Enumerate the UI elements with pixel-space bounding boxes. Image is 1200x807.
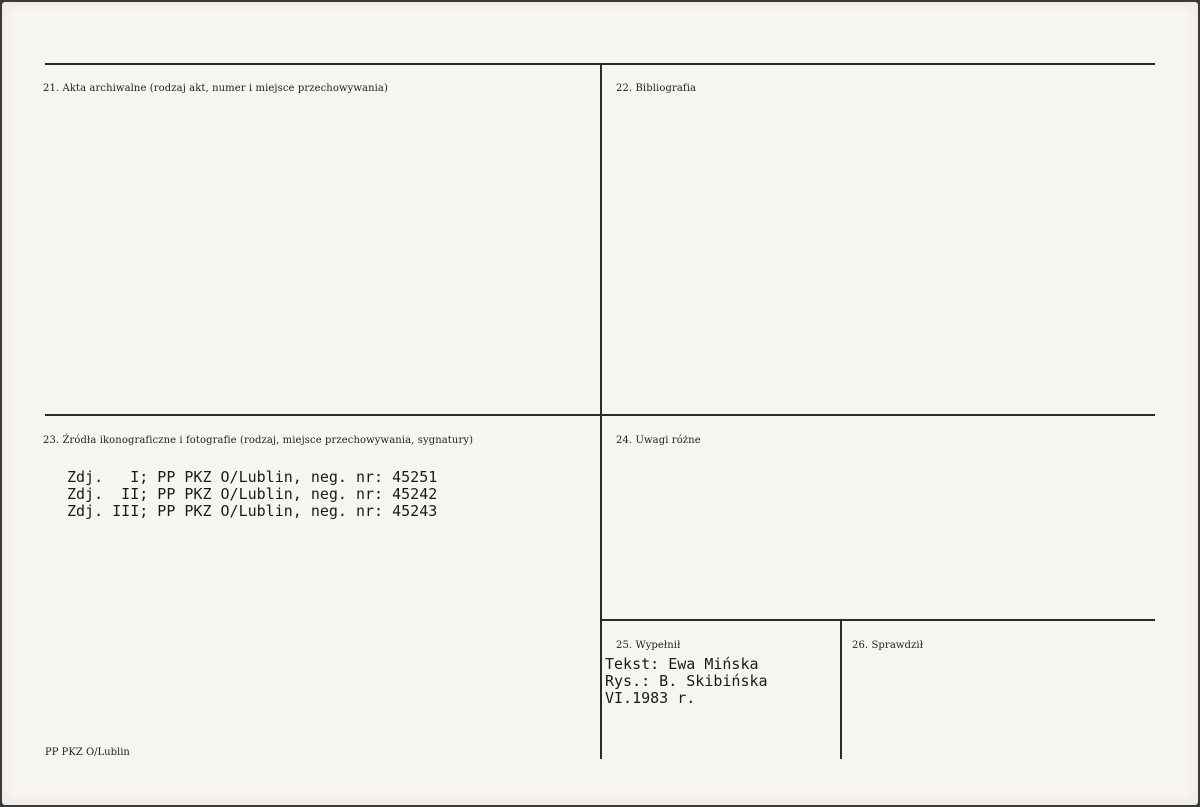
filled-by-entry: Tekst: Ewa Mińska [605, 655, 759, 673]
field-22-label: 22. Bibliografia [616, 83, 697, 94]
field-23-label: 23. Źródła ikonograficzne i fotografie (rodzaj, miejsce przechowywania, sygnatury) [43, 435, 474, 446]
footer-institution: PP PKZ O/Lublin [45, 747, 130, 758]
photo-entry: Zdj. III; PP PKZ O/Lublin, neg. nr: 45243 [67, 502, 438, 520]
field-26-label: 26. Sprawdził [852, 640, 924, 651]
signature-rule [601, 619, 1155, 621]
signature-divider [840, 620, 842, 759]
filled-by-entry: Rys.: B. Skibińska [605, 672, 768, 690]
photo-entry: Zdj. II; PP PKZ O/Lublin, neg. nr: 45242 [67, 485, 438, 503]
archive-card [2, 2, 1198, 805]
field-25-label: 25. Wypełnił [616, 640, 681, 651]
field-21-label: 21. Akta archiwalne (rodzaj akt, numer i miejsce przechowywania) [43, 83, 388, 94]
center-divider [600, 64, 602, 759]
photo-entry: Zdj. I; PP PKZ O/Lublin, neg. nr: 45251 [67, 468, 438, 486]
filled-by-entry: VI.1983 r. [605, 689, 696, 707]
field-24-label: 24. Uwagi różne [616, 435, 701, 446]
